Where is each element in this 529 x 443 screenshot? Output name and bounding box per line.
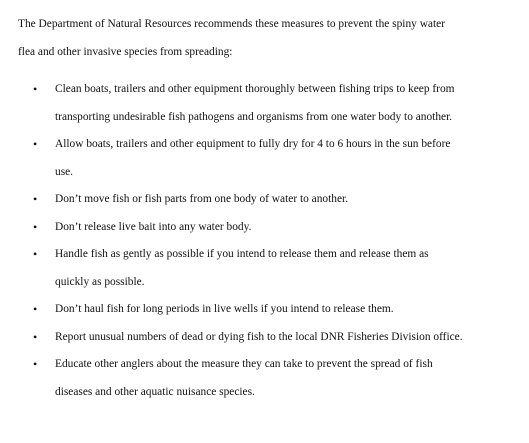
bullet-dot-icon: • [33, 329, 38, 344]
list-item-line: use. [55, 165, 74, 178]
list-item-line: transporting undesirable fish pathogens and organisms from one water body to another. [55, 110, 453, 123]
list-item [0, 241, 495, 296]
bullet-dot-icon: • [33, 82, 38, 96]
list-item-line: Allow boats, trailers and other equipment to fully dry for 4 to 6 hours in the sun before [55, 138, 451, 150]
list-item [0, 186, 495, 214]
list-item-line: diseases and other aquatic nuisance species. [55, 385, 255, 398]
bullet-dot-icon: • [33, 357, 38, 371]
list-item [0, 296, 495, 324]
bullet-dot-icon: • [33, 192, 38, 206]
list-item-line: Clean boats, trailers and other equipment thoroughly between fishing trips to keep from [55, 83, 455, 95]
list-item-line: quickly as possible. [55, 275, 145, 288]
bullet-dot-icon: • [33, 302, 38, 316]
bullet-dot-icon: • [33, 219, 38, 234]
list-item-line: Report unusual numbers of dead or dying fish to the local DNR Fisheries Division office. [55, 330, 463, 343]
intro-paragraph [18, 11, 518, 66]
list-item [0, 324, 495, 352]
intro-line: The Department of Natural Resources recommends these measures to prevent the spiny water [18, 18, 445, 30]
list-item [0, 76, 495, 131]
list-item [0, 351, 495, 406]
list-item-line: Don’t haul fish for long periods in live wells if you intend to release them. [55, 303, 394, 315]
bullet-dot-icon: • [33, 247, 38, 261]
list-item-line: Don’t release live bait into any water body. [55, 220, 252, 233]
list-item-line: Don’t move fish or fish parts from one body of water to another. [55, 193, 349, 205]
list-item-line: Educate other anglers about the measure they can take to prevent the spread of fish [55, 358, 433, 370]
recommendations-list [0, 76, 529, 406]
list-item-line: Handle fish as gently as possible if you intend to release them and release them as [55, 248, 429, 260]
bullet-dot-icon: • [33, 137, 38, 151]
list-item [0, 131, 495, 186]
list-item [0, 214, 495, 242]
intro-line: flea and other invasive species from spreading: [18, 45, 233, 58]
